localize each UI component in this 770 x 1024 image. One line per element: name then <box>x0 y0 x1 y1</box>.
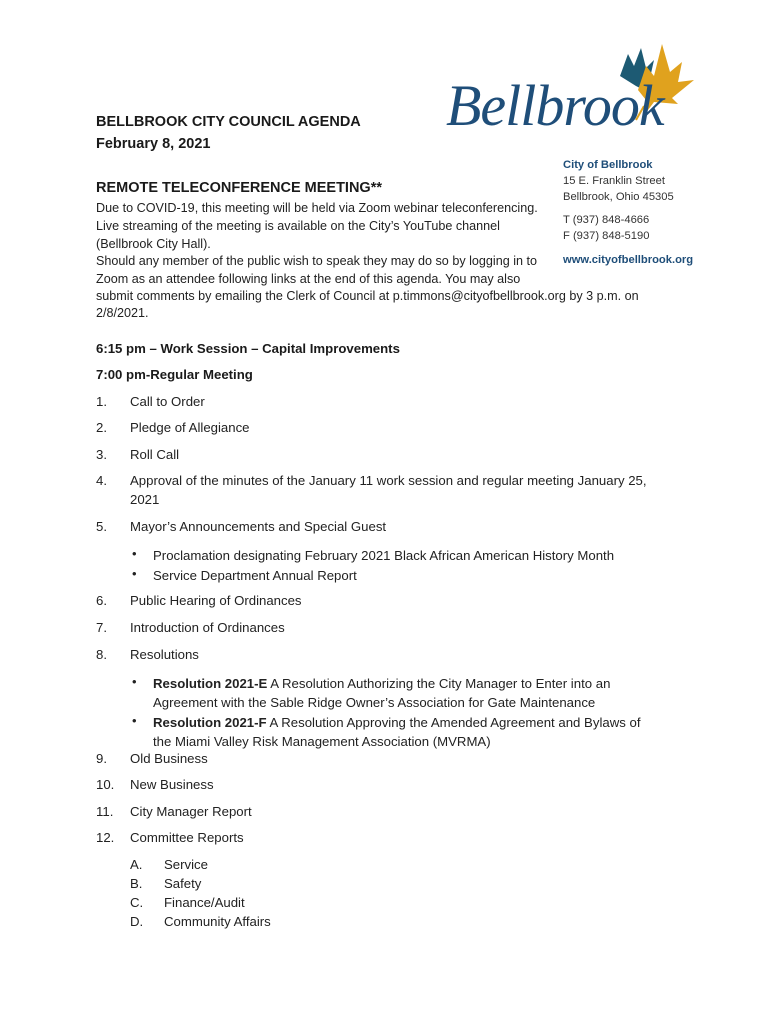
item-label: Mayor’s Announcements and Special Guest <box>130 519 387 534</box>
item-label: Approval of the minutes of the January 11 work session and regular meeting January 25, <box>130 473 647 488</box>
sub-label: Finance/Audit <box>164 895 245 910</box>
resolution-text-cont: the Miami Valley Risk Management Association (MVRMA) <box>153 734 491 749</box>
sub-label: Service <box>164 857 208 872</box>
regular-meeting-heading: 7:00 pm-Regular Meeting <box>96 367 253 382</box>
contact-fax: F (937) 848-5190 <box>563 230 650 242</box>
bullet-icon: • <box>132 566 137 581</box>
sub-letter: B. <box>130 876 143 891</box>
item-number: 2. <box>96 420 107 435</box>
resolution-2021-f <box>153 713 640 732</box>
item-number: 12. <box>96 830 115 845</box>
item-number: 5. <box>96 519 107 534</box>
item-label: Pledge of Allegiance <box>130 420 250 435</box>
contact-phone: T (937) 848-4666 <box>563 214 650 226</box>
contact-city: Bellbrook, Ohio 45305 <box>563 191 674 203</box>
logo-wordmark: Bellbrook <box>446 73 664 138</box>
sub-letter: C. <box>130 895 144 910</box>
resolution-id: Resolution 2021-F <box>153 715 267 730</box>
item-number: 9. <box>96 751 107 766</box>
item-label: New Business <box>130 777 214 792</box>
resolution-text: A Resolution Authorizing the City Manager to Enter into an <box>267 676 611 691</box>
agenda-date: February 8, 2021 <box>96 136 211 152</box>
item-label: City Manager Report <box>130 804 252 819</box>
resolution-text: A Resolution Approving the Amended Agreement and Bylaws of <box>266 715 641 730</box>
sub-label: Community Affairs <box>164 914 271 929</box>
bullet-icon: • <box>132 674 137 689</box>
resolution-id: Resolution 2021-E <box>153 676 268 691</box>
meeting-type: REMOTE TELECONFERENCE MEETING** <box>96 180 382 196</box>
sub-label: Safety <box>164 876 202 891</box>
contact-org: City of Bellbrook <box>563 159 653 171</box>
notice-line-1: Due to COVID-19, this meeting will be held via Zoom webinar teleconferencing. <box>96 201 538 215</box>
bullet-text: Service Department Annual Report <box>153 568 357 583</box>
item-label-cont: 2021 <box>130 492 160 507</box>
sub-letter: D. <box>130 914 144 929</box>
item-number: 1. <box>96 394 107 409</box>
notice-line-3: (Bellbrook City Hall). <box>96 237 211 251</box>
notice-line-2: Live streaming of the meeting is available on the City’s YouTube channel <box>96 219 500 233</box>
item-number: 4. <box>96 473 107 488</box>
notice-line-4: Should any member of the public wish to speak they may do so by logging in to <box>96 254 538 268</box>
item-number: 10. <box>96 777 115 792</box>
notice-line-6: submit comments by emailing the Clerk of Council at p.timmons@cityofbellbrook.org by 3 p.m. on <box>96 289 639 303</box>
bellbrook-logo <box>440 40 730 150</box>
item-label: Resolutions <box>130 647 199 662</box>
contact-website[interactable]: www.cityofbellbrook.org <box>563 254 694 266</box>
item-label: Roll Call <box>130 447 180 462</box>
item-number: 11. <box>96 804 114 819</box>
notice-line-7: 2/8/2021. <box>96 306 149 320</box>
item-label: Old Business <box>130 751 208 766</box>
item-label: Committee Reports <box>130 830 244 845</box>
sub-letter: A. <box>130 857 143 872</box>
bullet-icon: • <box>132 713 137 728</box>
work-session-heading: 6:15 pm – Work Session – Capital Improvements <box>96 341 400 356</box>
item-label: Introduction of Ordinances <box>130 620 285 635</box>
item-number: 7. <box>96 620 107 635</box>
item-number: 6. <box>96 593 107 608</box>
item-number: 8. <box>96 647 107 662</box>
bullet-text: Proclamation designating February 2021 Black African American History Month <box>153 548 615 563</box>
agenda-title: BELLBROOK CITY COUNCIL AGENDA <box>96 114 361 130</box>
contact-street: 15 E. Franklin Street <box>563 175 665 187</box>
resolution-text-cont: Agreement with the Sable Ridge Owner’s Association for Gate Maintenance <box>153 695 596 710</box>
item-label: Public Hearing of Ordinances <box>130 593 302 608</box>
resolution-2021-e <box>153 674 610 693</box>
notice-line-5: Zoom as an attendee following links at the end of this agenda. You may also <box>96 272 521 286</box>
bullet-icon: • <box>132 546 137 561</box>
item-number: 3. <box>96 447 107 462</box>
item-label: Call to Order <box>130 394 205 409</box>
